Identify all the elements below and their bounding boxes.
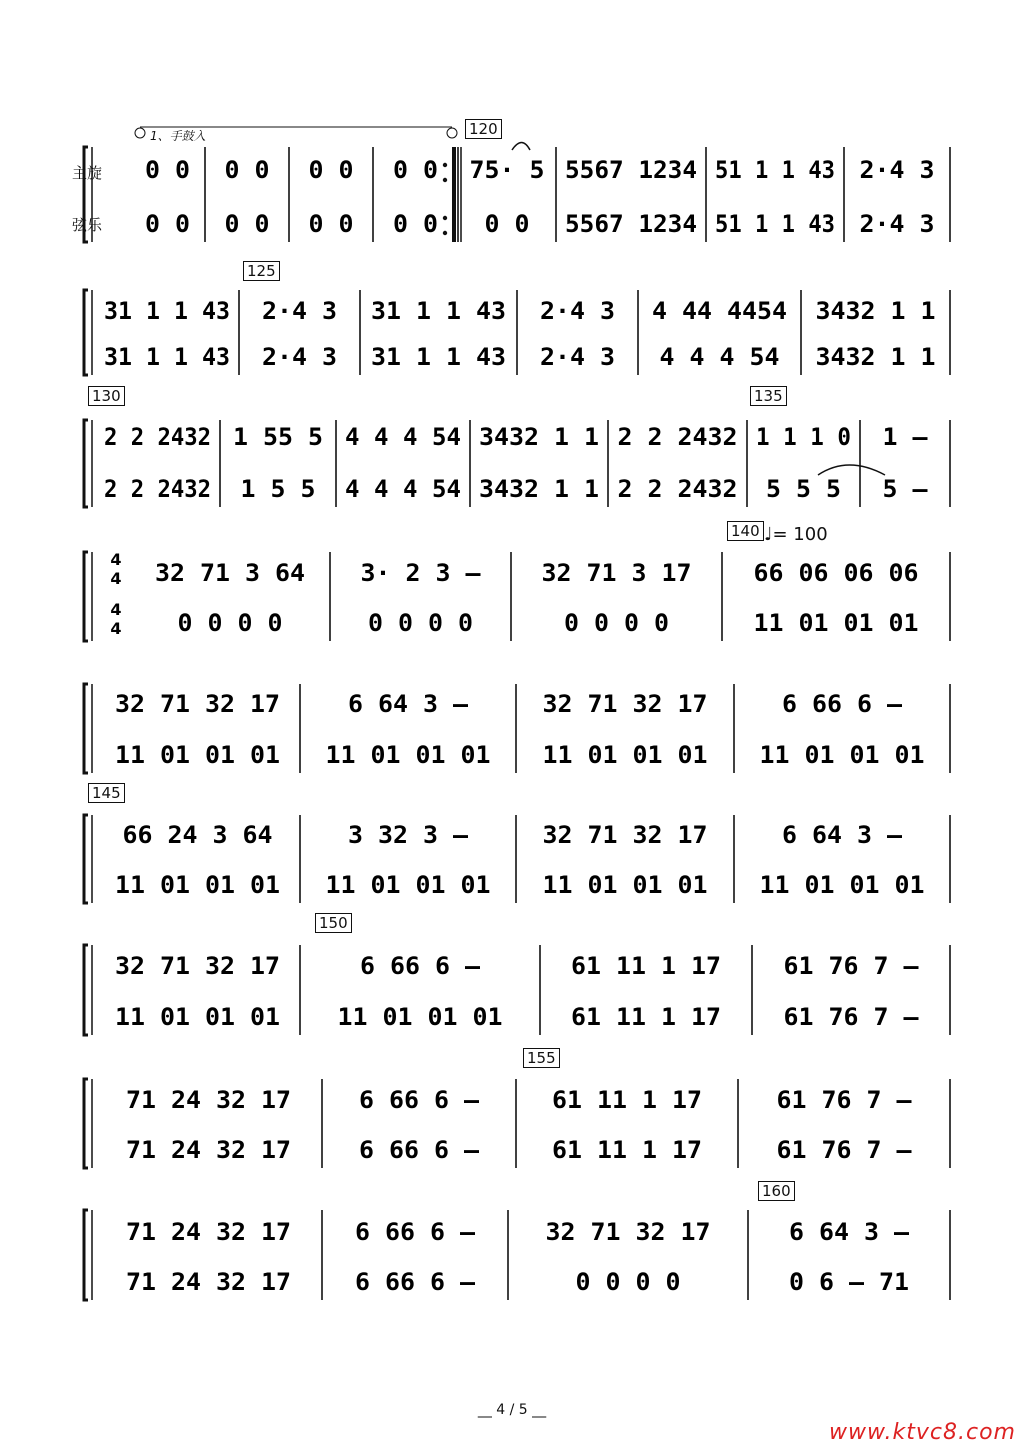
system-bracket xyxy=(84,420,88,507)
page-number: __ 4 / 5 __ xyxy=(477,1402,547,1418)
melody-measure: 0 0 xyxy=(224,156,270,184)
coda-icon xyxy=(135,128,145,138)
melody-measure: 32 71 32 17 xyxy=(115,952,280,980)
system-7 xyxy=(84,945,950,1035)
melody-measure: 71 24 32 17 xyxy=(126,1218,291,1246)
strings-measure: 2 2 2432 xyxy=(617,475,738,503)
melody-measure: 1 – xyxy=(882,423,929,451)
repeat-dot xyxy=(443,178,447,182)
strings-measure: 11 01 01 01 xyxy=(115,1003,280,1031)
melody-measure: 66 24 3 64 xyxy=(122,821,273,849)
coda-icon xyxy=(447,128,457,138)
strings-measure: 0 0 xyxy=(484,210,530,238)
page-number-text: 4 / 5 xyxy=(496,1402,528,1418)
strings-measure: 71 24 32 17 xyxy=(126,1268,291,1296)
measure-number-120: 120 xyxy=(465,119,502,139)
strings-measure: 2·4 3 xyxy=(540,343,615,371)
system-bracket xyxy=(84,1079,88,1168)
melody-measure: 6 64 3 – xyxy=(789,1218,910,1246)
melody-measure: 3432 1 1 xyxy=(479,423,599,451)
strings-measure: 3432 1 1 xyxy=(479,475,599,503)
system-3 xyxy=(84,420,950,507)
measure-number-145: 145 xyxy=(88,783,125,803)
strings-measure: 11 01 01 01 xyxy=(115,741,280,769)
strings-measure: 1 5 5 xyxy=(240,475,316,503)
strings-measure: 5567 1234 xyxy=(565,210,697,238)
melody-measure: 32 71 32 17 xyxy=(542,821,708,849)
measure-number-125: 125 xyxy=(243,261,280,281)
tie-arc xyxy=(512,143,530,151)
strings-measure: 11 01 01 01 xyxy=(542,741,708,769)
strings-measure: 31 1 1 43 xyxy=(371,343,506,371)
strings-measure: 0 0 xyxy=(224,210,270,238)
measure-number-140: 140 xyxy=(727,521,764,541)
melody-measure: 2·4 3 xyxy=(859,156,935,184)
melody-measure: 6 66 6 – xyxy=(355,1218,476,1246)
time-signature-digit: 4 xyxy=(110,600,122,619)
melody-measure: 61 76 7 – xyxy=(776,1086,913,1114)
watermark: www.ktvc8.com xyxy=(828,1420,1016,1445)
system-6 xyxy=(84,815,950,903)
melody-measure: 32 71 3 64 xyxy=(155,559,305,587)
system-bracket xyxy=(84,1210,88,1300)
instrument-label-strings: 弦乐 xyxy=(72,216,103,234)
strings-measure: 11 01 01 01 xyxy=(115,871,280,899)
strings-measure: 0 0 xyxy=(308,210,354,238)
strings-measure: 0 0 xyxy=(145,210,190,238)
melody-measure: 61 11 1 17 xyxy=(571,952,721,980)
melody-measure: 2 2 2432 xyxy=(617,423,738,451)
repeat-dot xyxy=(443,216,447,220)
system-4 xyxy=(84,552,950,641)
tie-arc xyxy=(818,465,885,475)
tempo-value: = 100 xyxy=(772,524,828,545)
strings-measure: 2·4 3 xyxy=(859,210,935,238)
melody-measure: 1 1 1 0 xyxy=(756,423,851,451)
melody-measure: 0 0 xyxy=(308,156,354,184)
system-5 xyxy=(84,684,950,773)
strings-measure: 11 01 01 01 xyxy=(542,871,708,899)
melody-measure: 32 71 32 17 xyxy=(115,690,280,718)
strings-measure: 11 01 01 01 xyxy=(759,871,925,899)
melody-measure: 3· 2 3 – xyxy=(360,559,482,587)
measure-number-150: 150 xyxy=(315,913,352,933)
melody-measure: 4 44 4454 xyxy=(652,297,787,325)
repeat-dot xyxy=(443,163,447,167)
strings-measure: 0 6 – 71 xyxy=(789,1268,909,1296)
strings-measure: 2 2 2432 xyxy=(104,475,211,503)
strings-measure: 4 4 4 54 xyxy=(345,475,461,503)
melody-measure: 3432 1 1 xyxy=(815,297,936,325)
melody-measure: 6 66 6 – xyxy=(360,952,481,980)
strings-measure: 6 66 6 – xyxy=(355,1268,476,1296)
melody-measure: 61 76 7 – xyxy=(783,952,920,980)
strings-measure: 6 66 6 – xyxy=(359,1136,480,1164)
melody-measure: 6 64 3 – xyxy=(782,821,903,849)
melody-measure: 75· 5 xyxy=(469,156,545,184)
melody-measure: 1 55 5 xyxy=(233,423,323,451)
system-bracket xyxy=(84,552,88,641)
system-bracket xyxy=(84,684,88,773)
system-bracket xyxy=(84,945,88,1035)
system-1 xyxy=(84,147,950,242)
strings-measure: 61 11 1 17 xyxy=(571,1003,721,1031)
strings-measure: 0 0 xyxy=(393,210,438,238)
strings-measure: 61 76 7 – xyxy=(783,1003,920,1031)
strings-measure: 5 – xyxy=(882,475,929,503)
quarter-note-icon: ♩ xyxy=(764,524,773,545)
system-2 xyxy=(84,290,950,375)
strings-measure: 0 0 0 0 xyxy=(177,609,283,637)
coda-instruction: 1、手鼓入 xyxy=(150,129,206,143)
melody-measure: 3 32 3 – xyxy=(348,821,469,849)
measure-number-160: 160 xyxy=(758,1181,795,1201)
melody-measure: 2 2 2432 xyxy=(104,423,211,451)
measure-number-135: 135 xyxy=(750,386,787,406)
melody-measure: 31 1 1 43 xyxy=(104,297,230,325)
measure-number-130: 130 xyxy=(88,386,125,406)
melody-measure: 5567 1234 xyxy=(565,156,697,184)
melody-measure: 61 11 1 17 xyxy=(552,1086,702,1114)
strings-measure: 0 0 0 0 xyxy=(564,609,669,637)
melody-measure: 31 1 1 43 xyxy=(371,297,506,325)
strings-measure: 61 76 7 – xyxy=(776,1136,913,1164)
strings-measure: 0 0 0 0 xyxy=(368,609,473,637)
strings-measure: 3432 1 1 xyxy=(815,343,936,371)
time-signature-digit: 4 xyxy=(110,569,122,588)
strings-measure: 71 24 32 17 xyxy=(126,1136,291,1164)
system-bracket xyxy=(84,290,88,375)
time-signature-digit: 4 xyxy=(110,550,122,569)
system-9 xyxy=(84,1210,950,1300)
melody-measure: 66 06 06 06 xyxy=(753,559,919,587)
melody-measure: 2·4 3 xyxy=(540,297,615,325)
melody-measure: 6 66 6 – xyxy=(782,690,903,718)
strings-measure: 11 01 01 01 xyxy=(337,1003,503,1031)
repeat-dot xyxy=(443,231,447,235)
strings-measure: 31 1 1 43 xyxy=(104,343,230,371)
melody-measure: 71 24 32 17 xyxy=(126,1086,291,1114)
strings-measure: 5 5 5 xyxy=(766,475,841,503)
melody-measure: 0 0 xyxy=(145,156,190,184)
melody-measure: 32 71 32 17 xyxy=(542,690,708,718)
instrument-label-melody: 主旋 xyxy=(72,164,103,182)
strings-measure: 61 11 1 17 xyxy=(552,1136,702,1164)
system-8 xyxy=(84,1079,950,1168)
melody-measure: 2·4 3 xyxy=(262,297,337,325)
strings-measure: 11 01 01 01 xyxy=(759,741,925,769)
melody-measure: 6 66 6 – xyxy=(359,1086,480,1114)
measure-number-155: 155 xyxy=(523,1048,560,1068)
melody-measure: 4 4 4 54 xyxy=(345,423,461,451)
melody-measure: 32 71 32 17 xyxy=(545,1218,711,1246)
melody-measure: 51 1 1 43 xyxy=(715,156,835,184)
system-bracket xyxy=(84,815,88,903)
strings-measure: 11 01 01 01 xyxy=(753,609,919,637)
melody-measure: 6 64 3 – xyxy=(348,690,469,718)
strings-measure: 4 4 4 54 xyxy=(659,343,780,371)
time-signature-digit: 4 xyxy=(110,619,122,638)
strings-measure: 0 0 0 0 xyxy=(575,1268,681,1296)
tempo-marking xyxy=(764,524,828,545)
strings-measure: 11 01 01 01 xyxy=(325,871,491,899)
melody-measure: 0 0 xyxy=(393,156,438,184)
strings-measure: 11 01 01 01 xyxy=(325,741,491,769)
strings-measure: 51 1 1 43 xyxy=(715,210,835,238)
melody-measure: 32 71 3 17 xyxy=(541,559,692,587)
strings-measure: 2·4 3 xyxy=(262,343,337,371)
